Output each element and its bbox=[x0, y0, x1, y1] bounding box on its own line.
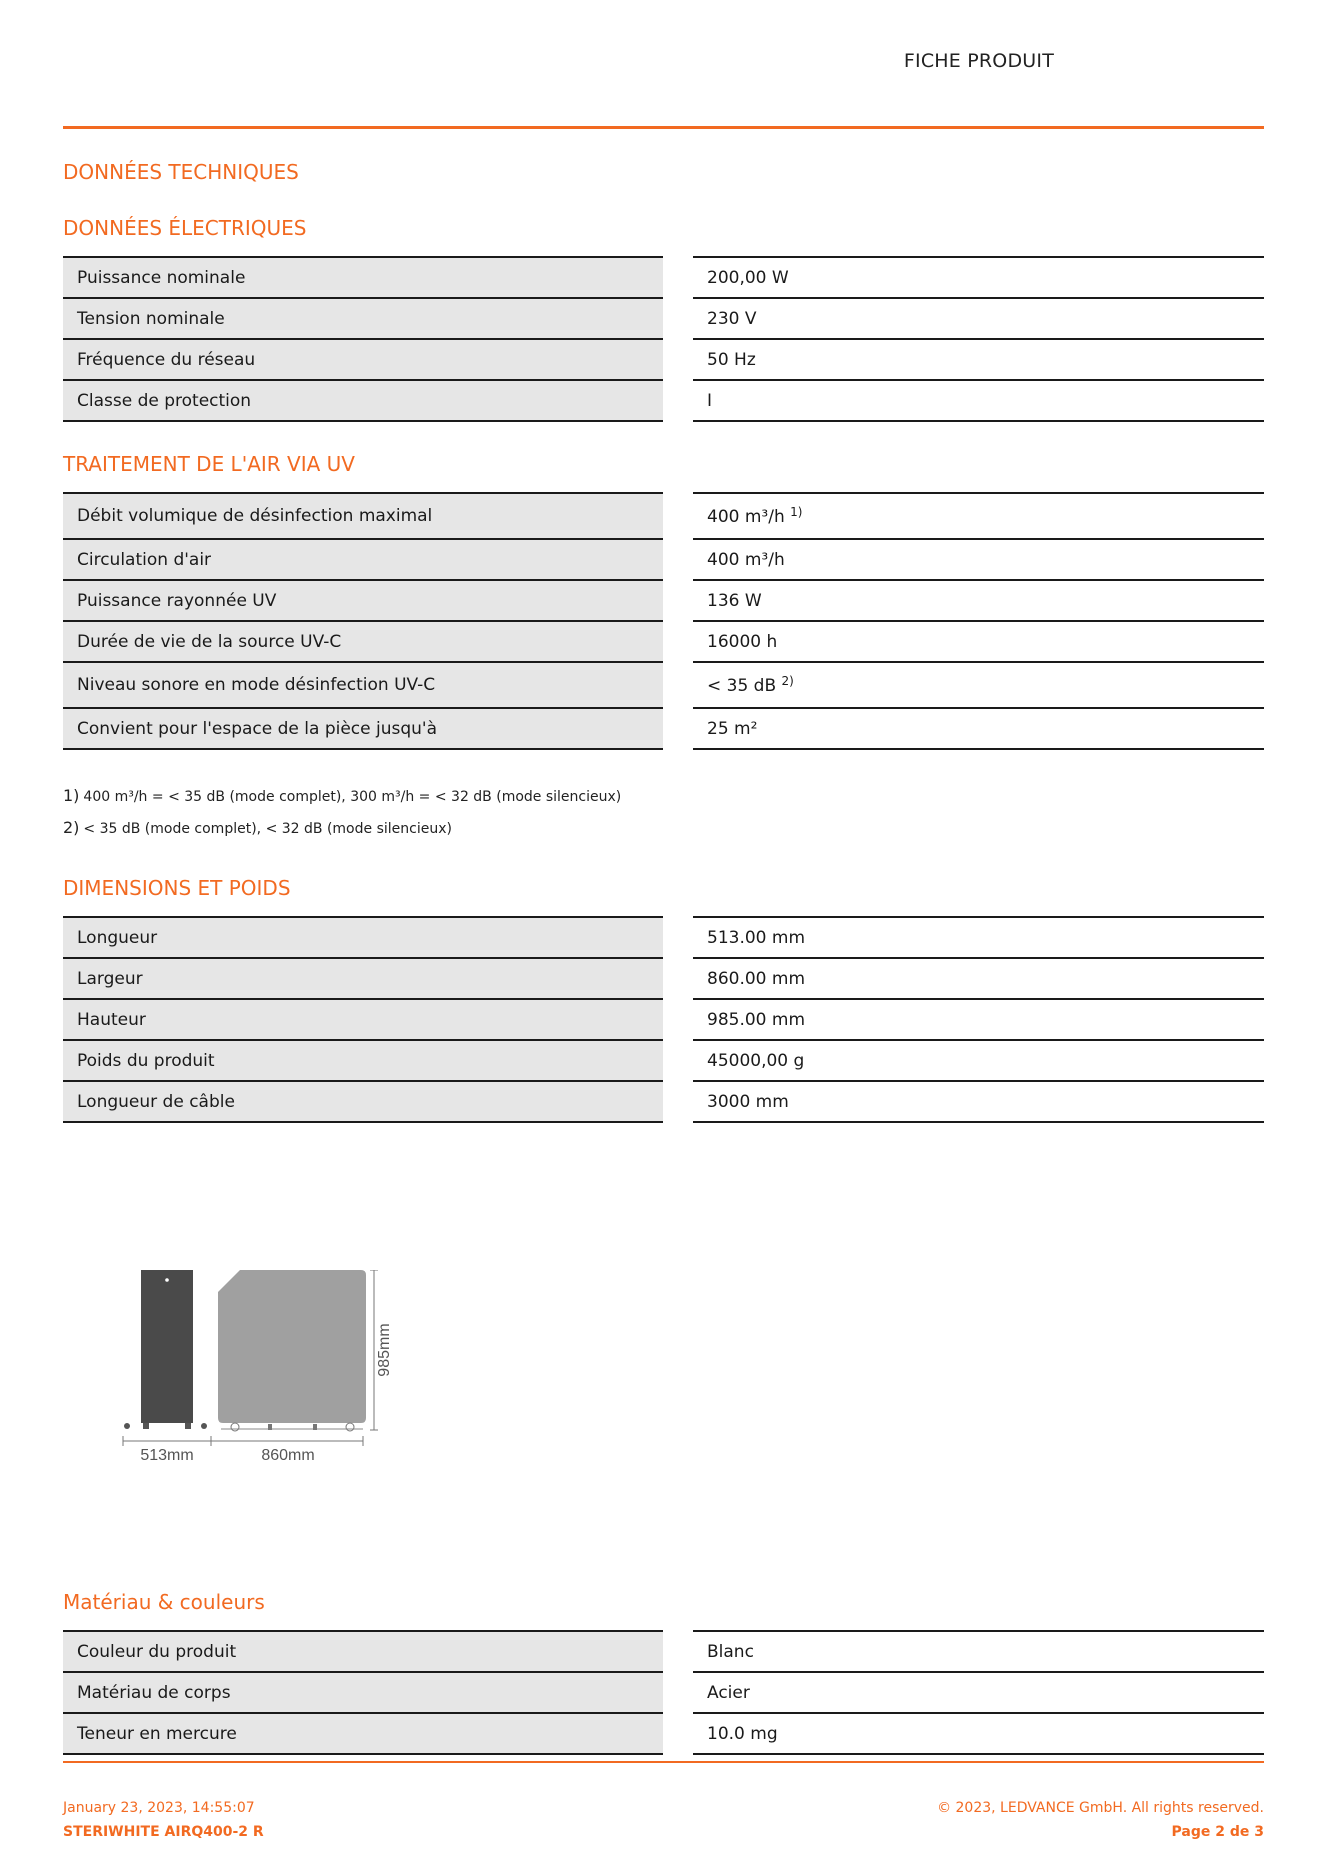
front-foot bbox=[143, 1423, 149, 1429]
row-value: 985.00 mm bbox=[678, 999, 1264, 1040]
row-label: Débit volumique de désinfection maximal bbox=[63, 493, 678, 539]
row-label: Convient pour l'espace de la pièce jusqu'à bbox=[63, 708, 678, 749]
row-value: Blanc bbox=[678, 1631, 1264, 1672]
wheel-icon bbox=[201, 1423, 207, 1429]
row-label: Largeur bbox=[63, 958, 678, 999]
section-title-technical: DONNÉES TECHNIQUES bbox=[63, 160, 299, 184]
row-label: Teneur en mercure bbox=[63, 1713, 678, 1754]
footnote-text: 400 m³/h = < 35 dB (mode complet), 300 m³/h = < 32 dB (mode silencieux) bbox=[83, 789, 622, 805]
row-value: 3000 mm bbox=[678, 1081, 1264, 1122]
side-view-body bbox=[218, 1270, 366, 1423]
table-row bbox=[63, 493, 1264, 539]
section-title-electrical: DONNÉES ÉLECTRIQUES bbox=[63, 216, 307, 240]
footnote-1 bbox=[63, 786, 621, 805]
wheel-icon bbox=[124, 1423, 130, 1429]
section-title-uv: TRAITEMENT DE L'AIR VIA UV bbox=[63, 452, 355, 476]
uv-table bbox=[63, 492, 1264, 750]
footnote-2 bbox=[63, 818, 452, 837]
footer-page-number: Page 2 de 3 bbox=[1171, 1824, 1264, 1840]
table-row bbox=[63, 621, 1264, 662]
table-row bbox=[63, 339, 1264, 380]
footer-right bbox=[937, 1796, 1264, 1844]
row-label: Longueur de câble bbox=[63, 1081, 678, 1122]
row-value: 25 m² bbox=[678, 708, 1264, 749]
row-label: Longueur bbox=[63, 917, 678, 958]
footer-left bbox=[63, 1796, 264, 1844]
row-value: 16000 h bbox=[678, 621, 1264, 662]
row-value: I bbox=[678, 380, 1264, 421]
footnote-ref: 2) bbox=[781, 674, 794, 688]
row-label: Durée de vie de la source UV-C bbox=[63, 621, 678, 662]
row-value bbox=[678, 662, 1264, 708]
row-label: Matériau de corps bbox=[63, 1672, 678, 1713]
depth-dimension-label: 860mm bbox=[261, 1447, 315, 1464]
table-row bbox=[63, 1040, 1264, 1081]
table-row bbox=[63, 1081, 1264, 1122]
height-dimension-label: 985mm bbox=[376, 1323, 393, 1377]
table-row bbox=[63, 380, 1264, 421]
side-foot bbox=[313, 1424, 317, 1430]
table-row bbox=[63, 580, 1264, 621]
row-value: 860.00 mm bbox=[678, 958, 1264, 999]
row-label: Niveau sonore en mode désinfection UV-C bbox=[63, 662, 678, 708]
dimensions-table bbox=[63, 916, 1264, 1123]
footer-date: January 23, 2023, 14:55:07 bbox=[63, 1800, 255, 1816]
row-value: 513.00 mm bbox=[678, 917, 1264, 958]
footer-divider bbox=[63, 1761, 1264, 1763]
material-table bbox=[63, 1630, 1264, 1755]
row-label: Poids du produit bbox=[63, 1040, 678, 1081]
table-row bbox=[63, 539, 1264, 580]
front-foot bbox=[185, 1423, 191, 1429]
section-title-dimensions: DIMENSIONS ET POIDS bbox=[63, 876, 291, 900]
footnote-mark: 1) bbox=[63, 786, 80, 805]
row-label: Couleur du produit bbox=[63, 1631, 678, 1672]
table-row bbox=[63, 917, 1264, 958]
row-label: Puissance nominale bbox=[63, 257, 678, 298]
caster-icon bbox=[231, 1423, 239, 1431]
footer-product: STERIWHITE AIRQ400-2 R bbox=[63, 1824, 264, 1840]
document-header-title: FICHE PRODUIT bbox=[903, 50, 1054, 72]
electrical-table bbox=[63, 256, 1264, 422]
row-value: 200,00 W bbox=[678, 257, 1264, 298]
row-value bbox=[678, 493, 1264, 539]
table-row bbox=[63, 257, 1264, 298]
row-label: Fréquence du réseau bbox=[63, 339, 678, 380]
side-foot bbox=[268, 1424, 272, 1430]
row-value: 50 Hz bbox=[678, 339, 1264, 380]
table-row bbox=[63, 1672, 1264, 1713]
dimension-drawing bbox=[118, 1270, 418, 1490]
row-label: Tension nominale bbox=[63, 298, 678, 339]
row-label: Hauteur bbox=[63, 999, 678, 1040]
width-dimension-label: 513mm bbox=[140, 1447, 194, 1464]
row-value: 136 W bbox=[678, 580, 1264, 621]
row-value-text: 400 m³/h bbox=[707, 507, 785, 527]
table-row bbox=[63, 298, 1264, 339]
row-label: Puissance rayonnée UV bbox=[63, 580, 678, 621]
indicator-light-icon bbox=[165, 1278, 169, 1282]
table-row bbox=[63, 708, 1264, 749]
footnote-mark: 2) bbox=[63, 818, 80, 837]
row-value-text: < 35 dB bbox=[707, 676, 777, 696]
table-row bbox=[63, 958, 1264, 999]
front-view-body bbox=[141, 1270, 193, 1423]
table-row bbox=[63, 999, 1264, 1040]
row-value: 400 m³/h bbox=[678, 539, 1264, 580]
table-row bbox=[63, 662, 1264, 708]
row-value: 45000,00 g bbox=[678, 1040, 1264, 1081]
table-row bbox=[63, 1713, 1264, 1754]
caster-icon bbox=[346, 1423, 354, 1431]
row-value: Acier bbox=[678, 1672, 1264, 1713]
table-row bbox=[63, 1631, 1264, 1672]
section-title-material: Matériau & couleurs bbox=[63, 1590, 265, 1614]
row-value: 230 V bbox=[678, 298, 1264, 339]
row-value: 10.0 mg bbox=[678, 1713, 1264, 1754]
footnote-text: < 35 dB (mode complet), < 32 dB (mode silencieux) bbox=[83, 821, 452, 837]
row-label: Classe de protection bbox=[63, 380, 678, 421]
footer-copyright: © 2023, LEDVANCE GmbH. All rights reserved. bbox=[937, 1800, 1264, 1816]
footnote-ref: 1) bbox=[790, 505, 803, 519]
header-divider bbox=[63, 126, 1264, 129]
row-label: Circulation d'air bbox=[63, 539, 678, 580]
